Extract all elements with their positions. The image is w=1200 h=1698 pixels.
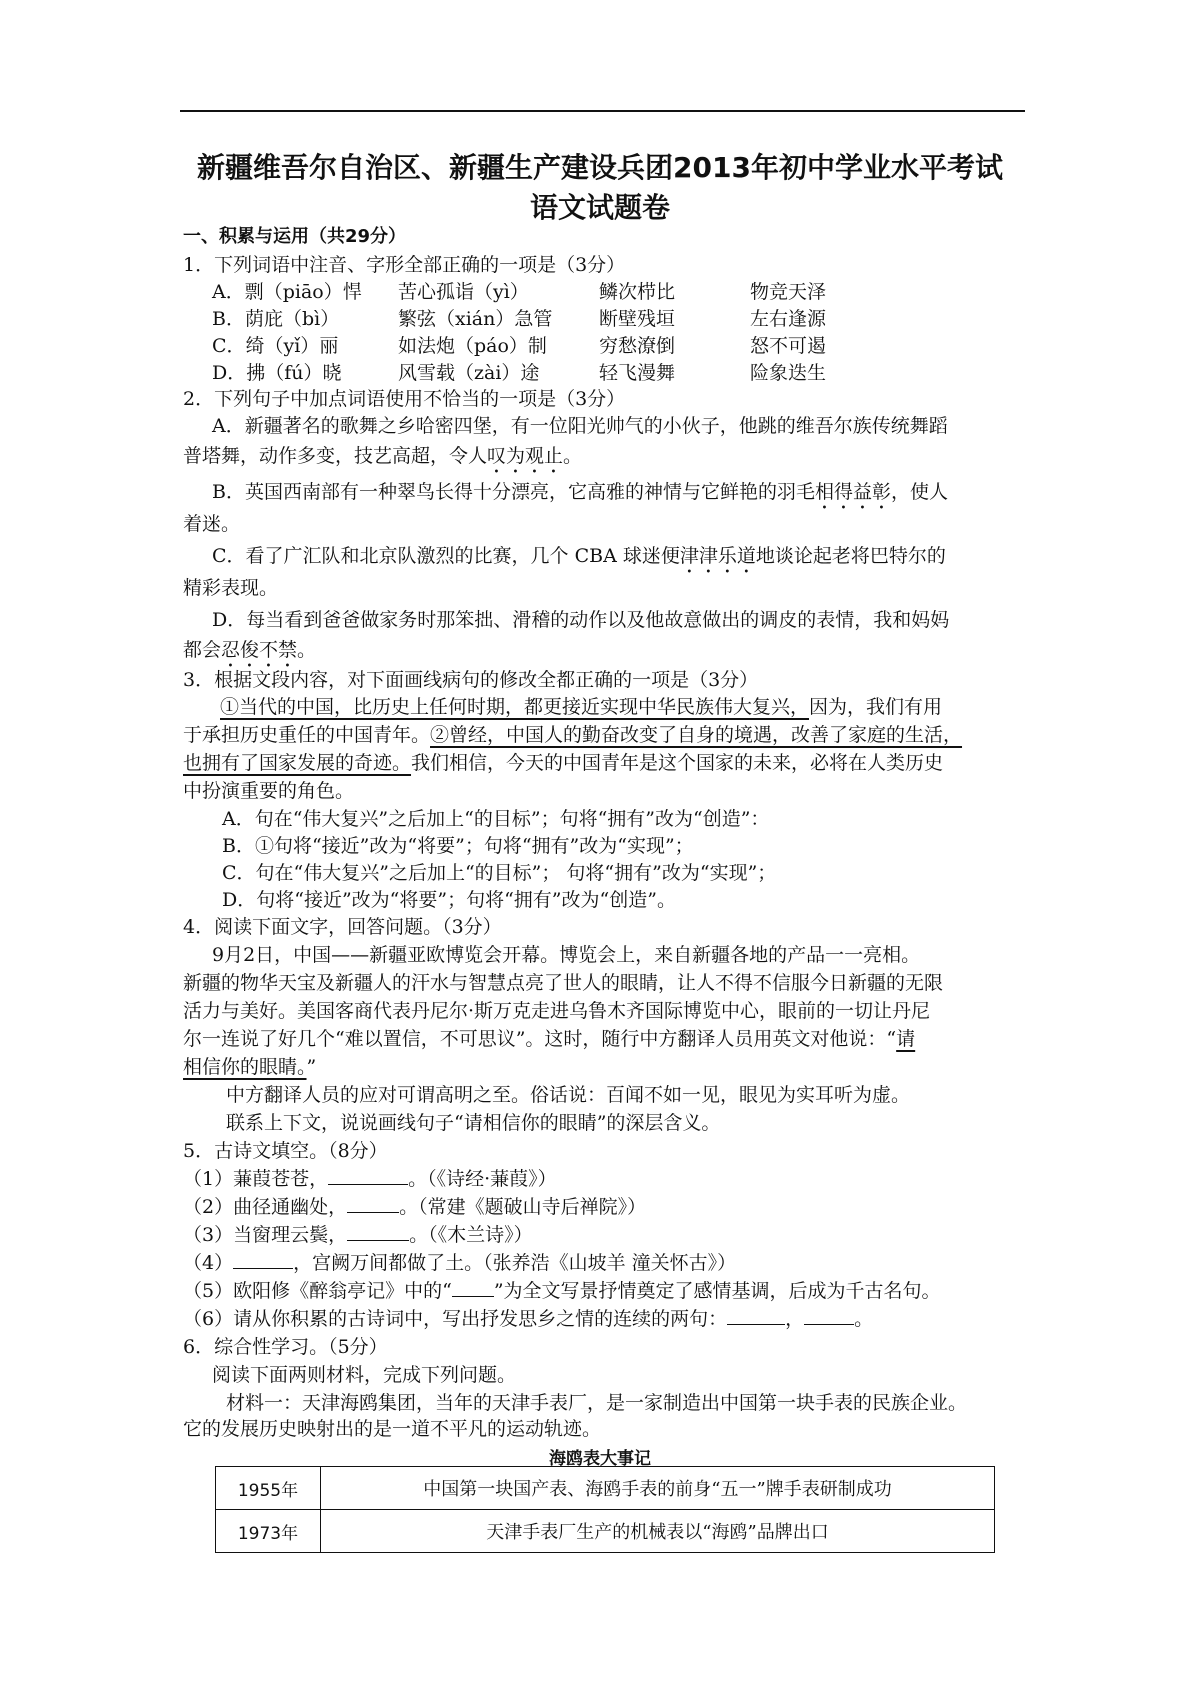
exam-subtitle: 语文试题卷	[529, 191, 670, 224]
q1-option-a-2: 苦心孤诣（yì）	[398, 281, 529, 303]
q5-item-6	[183, 1306, 873, 1332]
q5-item-2	[183, 1194, 646, 1220]
q6-material-line1: 材料一：天津海鸥集团，当年的天津手表厂，是一家制造出中国第一块手表的民族企业。	[226, 1392, 968, 1414]
text: 都会	[183, 639, 222, 661]
text: 。（《诗经·蒹葭》）	[408, 1168, 557, 1190]
q3-option-c: C．句在“伟大复兴”之后加上“的目标”； 句将“拥有”改为“实现”；	[222, 862, 777, 884]
q1-option-b-1: B．荫庇（bì）	[212, 308, 340, 330]
text: （1）蒹葭苍苍，	[183, 1168, 329, 1190]
q5-item-3	[183, 1222, 533, 1248]
q6-material-line2: 它的发展历史映射出的是一道不平凡的运动轨迹。	[183, 1418, 602, 1440]
text: C．看了广汇队和北京队激烈的比赛，几个 CBA 球迷便	[212, 545, 680, 567]
table-row	[216, 1510, 995, 1553]
text: （3）当窗理云鬓，	[183, 1224, 348, 1246]
q1-option-c-2: 如法炮（páo）制	[398, 335, 547, 357]
q1-option-a-3: 鳞次栉比	[599, 281, 676, 303]
q6-intro: 阅读下面两则材料，完成下列问题。	[212, 1364, 517, 1386]
q1-option-c-4: 怒不可遏	[750, 335, 827, 357]
answer-blank[interactable]	[328, 1166, 408, 1185]
q1-option-b-3: 断壁残垣	[599, 308, 676, 330]
top-rule	[180, 110, 1025, 112]
q4-text-line6: 中方翻译人员的应对可谓高明之至。俗话说：百闻不如一见，眼见为实耳听为虚。	[226, 1084, 911, 1106]
dotted-term: 相得益彰	[814, 481, 891, 503]
event-cell: 中国第一块国产表、海鸥手表的前身“五一”牌手表研制成功	[321, 1467, 995, 1510]
q4-text-line1: 9月2日，中国——新疆亚欧博览会开幕。博览会上，来自新疆各地的产品一一亮相。	[212, 944, 921, 966]
text: 。（《木兰诗》）	[409, 1224, 533, 1246]
text: 。	[563, 445, 583, 467]
text: （2）曲径通幽处，	[183, 1196, 348, 1218]
q2-option-b-line2: 着迷。	[183, 513, 241, 535]
text: 地谈论起老将巴特尔的	[755, 545, 946, 567]
underlined-sentence: 请	[896, 1028, 916, 1050]
underlined-sentence: ①当代的中国，比历史上任何时期，都更接近实现中华民族伟大复兴，	[220, 696, 810, 718]
underlined-sentence: ②曾经，中国人的勤奋改变了自身的境遇，改善了家庭的生活，	[430, 724, 963, 746]
q5-item-4	[183, 1250, 736, 1276]
q3-passage-line4: 中扮演重要的角色。	[183, 780, 355, 802]
q2-option-c-line1	[212, 543, 946, 578]
text: ，使人	[890, 481, 948, 503]
q3-passage-line3	[183, 750, 943, 776]
q5-stem: 5．古诗文填空。（8分）	[183, 1140, 388, 1162]
q3-option-a: A．句在“伟大复兴”之后加上“的目标”；句将“拥有”改为“创造”：	[222, 808, 770, 830]
dotted-term: 叹为观止	[487, 445, 564, 467]
dotted-term: 忍俊不禁	[221, 639, 298, 661]
text: ”	[306, 1056, 317, 1078]
answer-blank[interactable]	[452, 1278, 494, 1297]
q2-option-b-line1	[212, 479, 948, 514]
q6-stem: 6．综合性学习。（5分）	[183, 1336, 388, 1358]
underlined-sentence: 也拥有了国家发展的奇迹。	[183, 752, 412, 774]
q1-option-a-4: 物竞天泽	[750, 281, 827, 303]
answer-blank[interactable]	[347, 1194, 399, 1213]
text: （6）请从你积累的古诗词中，写出抒发思乡之情的连续的两句：	[183, 1308, 728, 1330]
text: （4）	[183, 1252, 234, 1274]
q1-stem: 1．下列词语中注音、字形全部正确的一项是（3分）	[183, 254, 626, 276]
q4-stem: 4．阅读下面文字，回答问题。（3分）	[183, 916, 502, 938]
events-table	[215, 1466, 995, 1553]
q4-text-line2: 新疆的物华天宝及新疆人的汗水与智慧点亮了世人的眼睛，让人不得不信服今日新疆的无限	[183, 972, 944, 994]
q4-text-line3: 活力与美好。美国客商代表丹尼尔·斯万克走进乌鲁木齐国际博览中心，眼前的一切让丹尼	[183, 1000, 931, 1022]
exam-title: 新疆维吾尔自治区、新疆生产建设兵团2013年初中学业水平考试	[197, 151, 1003, 184]
text: （5）欧阳修《醉翁亭记》中的“	[183, 1280, 452, 1302]
q3-option-b: B．①句将“接近”改为“将要”；句将“拥有”改为“实现”；	[222, 835, 694, 857]
q5-item-1	[183, 1166, 557, 1192]
q2-option-a-line1: A．新疆著名的歌舞之乡哈密四堡，有一位阳光帅气的小伙子，他跳的维吾尔族传统舞蹈	[212, 415, 948, 437]
q1-option-c-1: C．绮（yǐ）丽	[212, 335, 339, 357]
text: 尔一连说了好几个“难以置信，不可思议”。这时，随行中方翻译人员用英文对他说：“	[183, 1028, 897, 1050]
answer-blank[interactable]	[804, 1306, 854, 1325]
q3-stem: 3．根据文段内容，对下面画线病句的修改全都正确的一项是（3分）	[183, 669, 759, 691]
text: B．英国西南部有一种翠鸟长得十分漂亮，它高雅的神情与它鲜艳的羽毛	[212, 481, 815, 503]
q1-option-c-3: 穷愁潦倒	[599, 335, 676, 357]
q1-option-d-1: D．拂（fú）晓	[212, 362, 342, 384]
q4-question: 联系上下文，说说画线句子“请相信你的眼睛”的深层含义。	[226, 1112, 721, 1134]
q2-option-a-line2	[183, 443, 582, 478]
text: 因为，我们有用	[809, 696, 943, 718]
q2-stem: 2．下列句子中加点词语使用不恰当的一项是（3分）	[183, 388, 626, 410]
q5-item-5	[183, 1278, 941, 1304]
text: 。（常建《题破山寺后禅院》）	[399, 1196, 647, 1218]
q1-option-a-1: A．剽（piāo）悍	[212, 281, 362, 303]
answer-blank[interactable]	[233, 1250, 293, 1269]
text: 我们相信，今天的中国青年是这个国家的未来，必将在人类历史	[411, 752, 944, 774]
q3-passage-line2	[183, 722, 962, 748]
answer-blank[interactable]	[727, 1306, 785, 1325]
text: ，宫阙万间都做了土。（张养浩《山坡羊 潼关怀古》）	[293, 1252, 737, 1274]
text: 于承担历史重任的中国青年。	[183, 724, 431, 746]
q3-option-d: D．句将“接近”改为“将要”；句将“拥有”改为“创造”。	[222, 889, 676, 911]
text: 。	[297, 639, 317, 661]
table-title: 海鸥表大事记	[549, 1449, 651, 1469]
q1-option-d-2: 风雪载（zài）途	[398, 362, 540, 384]
text: ”为全文写景抒情奠定了感情基调，后成为千古名句。	[493, 1280, 941, 1302]
year-cell: 1973年	[216, 1510, 321, 1553]
text: 。	[854, 1308, 874, 1330]
q1-option-d-4: 险象迭生	[750, 362, 827, 384]
q1-option-b-2: 繁弦（xián）急管	[398, 308, 553, 330]
answer-blank[interactable]	[347, 1222, 409, 1241]
text: 普塔舞，动作多变，技艺高超，令人	[183, 445, 488, 467]
underlined-sentence: 相信你的眼睛。	[183, 1056, 307, 1078]
q2-option-d-line1: D．每当看到爸爸做家务时那笨拙、滑稽的动作以及他故意做出的调皮的表情，我和妈妈	[212, 609, 950, 631]
q4-text-line4	[183, 1026, 915, 1052]
q1-option-d-3: 轻飞漫舞	[599, 362, 676, 384]
table-row	[216, 1467, 995, 1510]
section-heading: 一、积累与运用（共29分）	[183, 226, 407, 247]
q3-passage-line1	[220, 694, 942, 720]
event-cell: 天津手表厂生产的机械表以“海鸥”品牌出口	[321, 1510, 995, 1553]
year-cell: 1955年	[216, 1467, 321, 1510]
q4-text-line5	[183, 1054, 316, 1080]
q1-option-b-4: 左右逢源	[750, 308, 827, 330]
text: ，	[785, 1308, 805, 1330]
q2-option-c-line2: 精彩表现。	[183, 577, 279, 599]
dotted-term: 津津乐道	[679, 545, 756, 567]
